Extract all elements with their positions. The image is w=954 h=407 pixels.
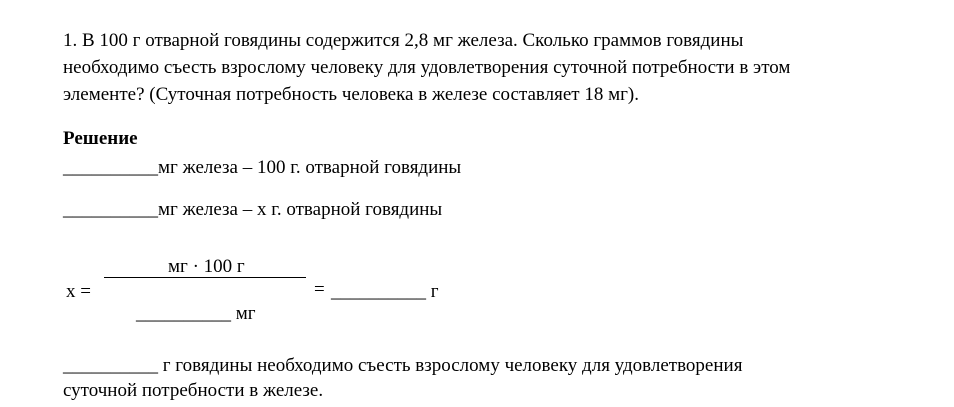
problem-line-3: элементе? (Суточная потребность человека в железе составляет 18 мг).	[63, 84, 639, 105]
conclusion-line-1: __________ г говядины необходимо съесть взрослому человеку для удовлетворения	[63, 355, 743, 376]
fraction-bar	[104, 277, 306, 278]
solution-line-1: __________мг железа – 100 г. отварной говядины	[63, 157, 462, 178]
formula-numerator: мг · 100 г	[168, 256, 245, 277]
problem-line-1: 1. В 100 г отварной говядины содержится 2,8 мг железа. Сколько граммов говядины	[63, 30, 744, 51]
conclusion	[63, 353, 742, 403]
formula-equals: =	[314, 279, 325, 300]
formula-x-label: х =	[66, 281, 91, 302]
formula-answer: __________ г	[331, 281, 439, 302]
problem-line-2: необходимо съесть взрослому человеку для удовлетворения суточной потребности в этом	[63, 57, 791, 78]
formula-denominator: __________ мг	[136, 303, 256, 324]
solution-heading: Решение	[63, 128, 138, 149]
problem-statement	[63, 27, 790, 108]
conclusion-line-2: суточной потребности в железе.	[63, 380, 324, 401]
solution-line-2: __________мг железа – х г. отварной говядины	[63, 199, 443, 220]
